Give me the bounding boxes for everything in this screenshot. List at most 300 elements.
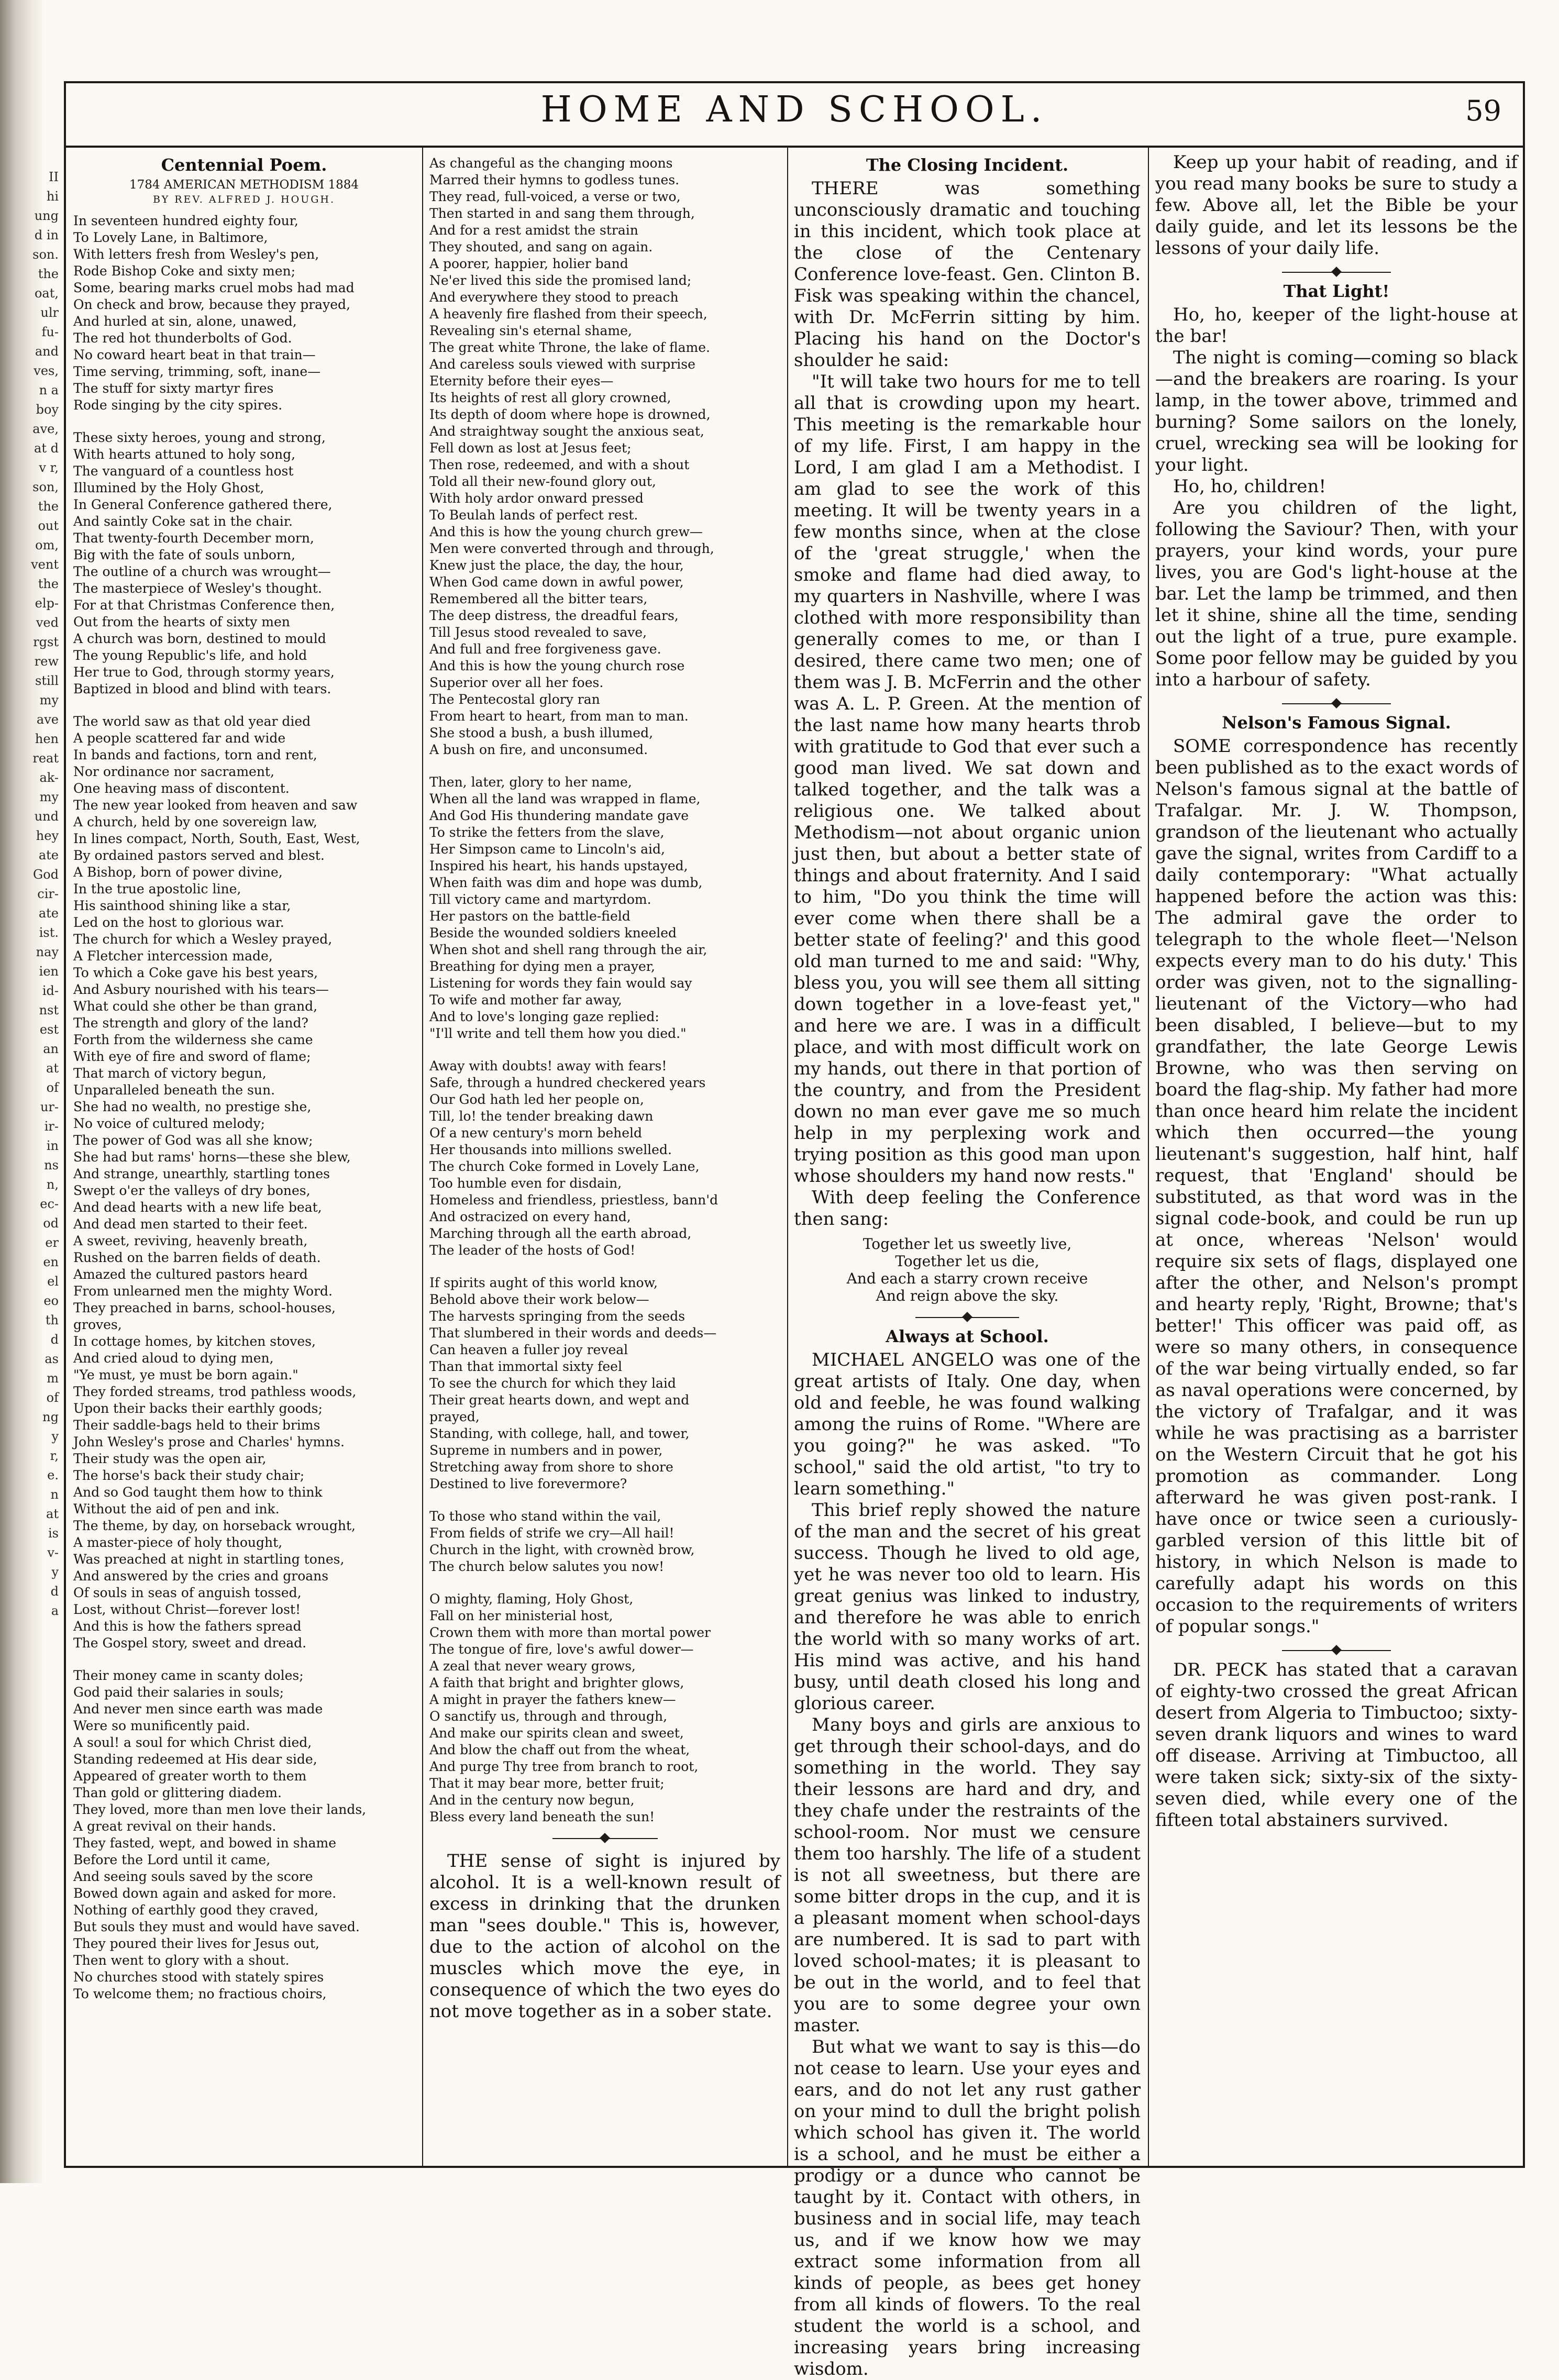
margin-fragment: ak- bbox=[39, 770, 59, 785]
poem-line: Nor ordinance nor sacrament, bbox=[73, 764, 274, 779]
poem-stanza bbox=[429, 155, 780, 758]
margin-fragment: est bbox=[39, 1022, 59, 1037]
poem-line: Listening for words they fain would say bbox=[429, 976, 692, 991]
margin-fragment: ist. bbox=[39, 925, 59, 940]
margin-fragment: at d bbox=[34, 441, 59, 456]
school-paragraph: was one of the great artists of Italy. One day, when old and feeble, he was found walking among the ruins of Rome. "Where are you going?" he was asked. "To school," said the old artist, "to try to learn something." bbox=[794, 1349, 1141, 1499]
poem-line: Homeless and friendless, priestless, bann'd bbox=[429, 1192, 718, 1208]
margin-fragment: my bbox=[39, 693, 59, 707]
poem-line: Swept o'er the valleys of dry bones, bbox=[73, 1183, 311, 1198]
poem-line: She had but rams' horns—these she blew, bbox=[73, 1149, 351, 1165]
poem-line: Was preached at night in startling tones, bbox=[73, 1552, 345, 1567]
poem-line: "Ye must, ye must be born again." bbox=[73, 1367, 298, 1382]
poem-part-two bbox=[429, 155, 780, 1825]
header-rule bbox=[64, 146, 1525, 148]
margin-fragment: out bbox=[38, 518, 59, 533]
margin-fragment: hey bbox=[36, 828, 59, 843]
poem-line: Before the Lord until it came, bbox=[73, 1852, 271, 1867]
poem-line: Rushed on the barren fields of death. bbox=[73, 1250, 321, 1265]
poem-line: The leader of the hosts of God! bbox=[429, 1243, 636, 1258]
poem-line: A faith that bright and brighter glows, bbox=[429, 1675, 684, 1690]
poem-line: Our God hath led her people on, bbox=[429, 1092, 644, 1107]
poem-line: They forded streams, trod pathless woods, bbox=[73, 1384, 357, 1399]
school-paragraph: But what we want to say is this—do not cease to learn. Use your eyes and ears, and do not let any rust gather on your mind to dull the bright polish which school has given it. The world is a school, and he must be either a prodigy or a dunce who cannot be taught by it. Contact with others, in business and in social life, may teach us, and if we know how we may extract some information from all kinds of people, as bees get honey from all kinds of flowers. To the real student the world is a school, and increasing years bring increasing wisdom. bbox=[794, 2036, 1141, 2379]
margin-fragment: ur- bbox=[40, 1100, 59, 1114]
margin-fragment: th bbox=[45, 1313, 59, 1327]
poem-line: Without the aid of pen and ink. bbox=[73, 1501, 280, 1516]
poem-stanza bbox=[73, 429, 415, 698]
poem-line: Bless every land beneath the sun! bbox=[429, 1809, 655, 1824]
margin-fragment: y bbox=[51, 1565, 59, 1579]
poem-line: And full and free forgiveness gave. bbox=[429, 641, 661, 657]
poem-line: God paid their salaries in souls; bbox=[73, 1685, 284, 1700]
poem-line: His sainthood shining like a star, bbox=[73, 898, 291, 913]
poem-line: These sixty heroes, young and strong, bbox=[73, 430, 326, 445]
poem-line: The tongue of fire, love's awful dower— bbox=[429, 1642, 694, 1657]
poem-line: To Beulah lands of perfect rest. bbox=[429, 507, 638, 523]
poem-line: And hurled at sin, alone, unawed, bbox=[73, 314, 297, 329]
hymn-line: And each a starry crown receive bbox=[846, 1270, 1088, 1287]
poem-line: Its depth of doom where hope is drowned, bbox=[429, 407, 711, 422]
poem-line: Their money came in scanty doles; bbox=[73, 1668, 304, 1683]
poem-line: They shouted, and sang on again. bbox=[429, 239, 653, 254]
poem-line: Fell down as lost at Jesus feet; bbox=[429, 440, 632, 456]
poem-line: No churches stood with stately spires bbox=[73, 1969, 324, 1985]
poem-line: No coward heart beat in that train— bbox=[73, 347, 316, 362]
margin-fragment: fu- bbox=[41, 325, 59, 339]
poem-line: The stuff for sixty martyr fires bbox=[73, 381, 274, 396]
poem-line: When shot and shell rang through the air, bbox=[429, 942, 707, 957]
poem-line: Led on the host to glorious war. bbox=[73, 915, 284, 930]
poem-line: When all the land was wrapped in flame, bbox=[429, 791, 701, 806]
hymn-line: And reign above the sky. bbox=[876, 1287, 1059, 1304]
margin-fragment: y bbox=[51, 1429, 59, 1444]
column-two bbox=[424, 152, 786, 2168]
poem-line: The church below salutes you now! bbox=[429, 1559, 665, 1574]
poem-line: Behold above their work below— bbox=[429, 1292, 649, 1307]
section-divider-ornament bbox=[1155, 699, 1518, 709]
poem-line: Unparalleled beneath the sun. bbox=[73, 1082, 275, 1098]
poem-line: Breathing for dying men a prayer, bbox=[429, 959, 655, 974]
poem-line: Away with doubts! away with fears! bbox=[429, 1058, 667, 1073]
margin-fragment: n, bbox=[46, 1177, 59, 1192]
margin-fragment: hi bbox=[46, 189, 59, 204]
poem-line: And in the century now begun, bbox=[429, 1792, 635, 1808]
poem-line: The horse's back their study chair; bbox=[73, 1468, 305, 1483]
dr-peck-article bbox=[1155, 1659, 1518, 1831]
poem-line: And God His thundering mandate gave bbox=[429, 808, 689, 823]
poem-line: The church Coke formed in Lovely Lane, bbox=[429, 1159, 700, 1174]
poem-line: Supreme in numbers and in power, bbox=[429, 1443, 663, 1458]
always-at-school-article bbox=[794, 1349, 1141, 2380]
poem-line: And this is how the young church rose bbox=[429, 658, 685, 673]
poem-line: When God came down in awful power, bbox=[429, 574, 684, 590]
poem-line: Some, bearing marks cruel mobs had mad bbox=[73, 280, 355, 295]
margin-fragment: n bbox=[50, 1487, 59, 1502]
closing-lead: THERE bbox=[812, 178, 879, 199]
poem-line: Her true to God, through stormy years, bbox=[73, 665, 335, 680]
margin-fragment: son, bbox=[32, 480, 59, 494]
margin-fragment: od bbox=[43, 1216, 59, 1231]
poem-line: For at that Christmas Conference then, bbox=[73, 597, 335, 613]
poem-line: Can heaven a fuller joy reveal bbox=[429, 1342, 628, 1357]
poem-line: A Bishop, born of power divine, bbox=[73, 865, 283, 880]
poem-stanza bbox=[429, 1058, 780, 1259]
poem-stanza bbox=[73, 213, 415, 414]
margin-fragment: in bbox=[46, 1138, 59, 1153]
poem-line: When faith was dim and hope was dumb, bbox=[429, 875, 703, 890]
poem-line: Of souls in seas of anguish tossed, bbox=[73, 1585, 302, 1600]
light-paragraph: Ho, ho, children! bbox=[1173, 476, 1326, 497]
margin-fragment: d bbox=[50, 1584, 59, 1599]
poem-stanza bbox=[429, 1591, 780, 1825]
poem-line: With letters fresh from Wesley's pen, bbox=[73, 247, 319, 262]
poem-line: Were so munificently paid. bbox=[73, 1718, 250, 1733]
hymn-line: Together let us sweetly live, bbox=[863, 1235, 1072, 1253]
poem-line: And dead hearts with a new life beat, bbox=[73, 1200, 322, 1215]
poem-line: A zeal that never weary grows, bbox=[429, 1658, 636, 1674]
poem-line: The Pentecostal glory ran bbox=[429, 692, 600, 707]
column-one bbox=[68, 152, 420, 2168]
poem-line: The masterpiece of Wesley's thought. bbox=[73, 581, 322, 596]
poem-line: On check and brow, because they prayed, bbox=[73, 297, 350, 312]
poem-line: A heavenly fire flashed from their speech, bbox=[429, 306, 707, 322]
poem-line: Revealing sin's eternal shame, bbox=[429, 323, 632, 338]
poem-line: To wife and mother far away, bbox=[429, 992, 622, 1008]
poem-line: And careless souls viewed with surprise bbox=[429, 357, 695, 372]
poem-byline: BY REV. ALFRED J. HOUGH. bbox=[152, 194, 335, 205]
poem-line: And everywhere they stood to preach bbox=[429, 290, 679, 305]
closing-hymn-verse bbox=[794, 1235, 1141, 1304]
poem-line: Ne'er lived this side the promised land; bbox=[429, 273, 692, 288]
poem-line: A Fletcher intercession made, bbox=[73, 948, 273, 964]
poem-line: And make our spirits clean and sweet, bbox=[429, 1725, 684, 1741]
margin-fragment: ec- bbox=[40, 1197, 59, 1211]
poem-line: prayed, bbox=[429, 1409, 480, 1424]
poem-line: One heaving mass of discontent. bbox=[73, 781, 290, 796]
poem-part-one bbox=[73, 213, 415, 2002]
poem-line: Upon their backs their earthly goods; bbox=[73, 1401, 323, 1416]
closing-paragraph: was something unconsciously dramatic and touching in this incident, which took place at the close of the Centenary Conference love-feast. Gen. Clinton B. Fisk was speaking within the chancel, with Dr. McFerrin sitting by him. Placing his hand on the Doctor's shoulder he said: bbox=[794, 178, 1141, 371]
poem-line: And strange, unearthly, startling tones bbox=[73, 1166, 330, 1181]
poem-line: groves, bbox=[73, 1317, 122, 1332]
poem-stanza bbox=[429, 1275, 780, 1492]
poem-line: That slumbered in their words and deeds— bbox=[429, 1325, 717, 1341]
margin-fragment: rew bbox=[34, 654, 59, 669]
poem-line: The power of God was all she know; bbox=[73, 1133, 313, 1148]
poem-line: To see the church for which they laid bbox=[429, 1376, 676, 1391]
poem-line: Too humble even for disdain, bbox=[429, 1176, 622, 1191]
poem-line: Than gold or glittering diadem. bbox=[73, 1785, 282, 1800]
margin-fragment: at bbox=[46, 1061, 59, 1076]
poem-line: And for a rest amidst the strain bbox=[429, 223, 638, 238]
section-divider-ornament bbox=[429, 1834, 780, 1843]
hymn-line: Together let us die, bbox=[895, 1253, 1040, 1270]
nelson-lead: SOME bbox=[1173, 736, 1231, 757]
poem-line: Rode singing by the city spires. bbox=[73, 397, 283, 413]
closing-paragraph: "It will take two hours for me to tell all that is crowding upon my heart. This meeting is the remarkable hour of my life. First, I am happy in the Lord, I am glad I am a Methodist. I am glad to see the work of this meeting. It will be twenty years in a few months since, when at the close of the 'great struggle,' when the smoke and flame had died away, to my quarters in Nashville, where I was clothed with more responsibility than generally comes to me, or than I desired, there came two men; one of them was J. B. McFerrin and the other was A. L. P. Green. At the mention of the last name how many hearts throb with gratitude to God that ever such a good man lived. We sat down and talked together, and the talk was a religious one. We talked about Methodism—not about organic union just then, but about a better state of things and about fraternity. And I said to him, "Do you think the time will ever come when there shall be a better state of feeling?' and this good old man turned to me and said: "Why, bless you, you will see them all sitting down together in a love-feast yet," and here we are. I was in a difficult place, and with most difficult work on my hands, out there in that portion of the country, and from the President down no man ever gave me so much help in my perplexing work and trying position as this good man upon whose shoulders my hand now rests." bbox=[794, 371, 1141, 1187]
margin-fragment: ate bbox=[38, 848, 59, 862]
poem-line: The theme, by day, on horseback wrought, bbox=[73, 1518, 356, 1533]
poem-line: Fall on her ministerial host, bbox=[429, 1608, 613, 1623]
peck-body: has stated that a caravan of eighty-two crossed the great African desert from Algeria to Timbuctoo; sixty-seven drank liquors and wines to ward off disease. Arriving at Timbuctoo, all were taken sick; sixty-six of the sixty-seven died, while every one of the fifteen total abstainers survived. bbox=[1155, 1659, 1518, 1831]
margin-fragment: ved bbox=[36, 615, 59, 630]
poem-line: From heart to heart, from man to man. bbox=[429, 709, 689, 724]
margin-fragment: nst bbox=[39, 1003, 59, 1017]
margin-fragment: und bbox=[34, 809, 59, 824]
poem-line: And blow the chaff out from the wheat, bbox=[429, 1742, 690, 1757]
poem-line: The Gospel story, sweet and dread. bbox=[73, 1635, 307, 1651]
margin-fragment: ien bbox=[39, 964, 59, 979]
poem-line: That twenty-fourth December morn, bbox=[73, 530, 314, 546]
poem-line: Their great hearts down, and wept and bbox=[429, 1392, 690, 1408]
margin-fragment: ng bbox=[42, 1410, 59, 1424]
poem-line: That it may bear more, better fruit; bbox=[429, 1776, 665, 1791]
margin-fragment: ave bbox=[36, 712, 59, 727]
poem-line: No voice of cultured melody; bbox=[73, 1116, 266, 1131]
poem-line: Her pastors on the battle-field bbox=[429, 909, 631, 924]
poem-line: And seeing souls saved by the score bbox=[73, 1869, 313, 1884]
margin-fragment: reat bbox=[32, 751, 59, 766]
poem-line: And dead men started to their feet. bbox=[73, 1216, 308, 1232]
poem-line: In the true apostolic line, bbox=[73, 881, 241, 896]
margin-fragment: of bbox=[46, 1080, 59, 1095]
margin-fragment: a bbox=[51, 1603, 59, 1618]
section-divider-ornament bbox=[1155, 1646, 1518, 1655]
poem-line: Marching through all the earth abroad, bbox=[429, 1226, 692, 1241]
poem-line: But souls they must and would have saved. bbox=[73, 1919, 360, 1934]
margin-fragment: boy bbox=[36, 402, 59, 417]
margin-fragment: n a bbox=[39, 383, 59, 397]
peck-lead: DR. PECK bbox=[1173, 1659, 1267, 1680]
poem-line: Stretching away from shore to shore bbox=[429, 1459, 673, 1475]
poem-line: Appeared of greater worth to them bbox=[73, 1768, 307, 1784]
poem-line: Baptized in blood and blind with tears. bbox=[73, 681, 331, 696]
margin-fragment: ung bbox=[34, 208, 59, 223]
poem-line: The deep distress, the dreadful fears, bbox=[429, 608, 679, 623]
margin-fragment: at bbox=[46, 1507, 59, 1521]
poem-line: Of a new century's morn beheld bbox=[429, 1125, 643, 1141]
margin-fragment: v r, bbox=[39, 460, 59, 475]
poem-line: Destined to live forevermore? bbox=[429, 1476, 627, 1491]
poem-line: From fields of strife we cry—All hail! bbox=[429, 1525, 675, 1541]
poem-line: And so God taught them how to think bbox=[73, 1485, 323, 1500]
that-light-article bbox=[1155, 304, 1518, 691]
poem-line: John Wesley's prose and Charles' hymns. bbox=[73, 1434, 345, 1449]
section-divider-ornament bbox=[794, 1313, 1141, 1322]
poem-line: Time serving, trimming, soft, inane— bbox=[73, 364, 321, 379]
margin-fragment: an bbox=[43, 1042, 59, 1056]
previous-page-fragments bbox=[0, 168, 59, 2126]
margin-fragment: ns bbox=[44, 1158, 59, 1172]
margin-fragment: om, bbox=[35, 538, 59, 552]
poem-line: And saintly Coke sat in the chair. bbox=[73, 514, 293, 529]
poem-line: Amazed the cultured pastors heard bbox=[73, 1267, 308, 1282]
poem-line: Safe, through a hundred checkered years bbox=[429, 1075, 706, 1090]
poem-line: The red hot thunderbolts of God. bbox=[73, 330, 292, 346]
poem-line: Eternity before their eyes— bbox=[429, 373, 614, 389]
poem-line: "I'll write and tell them how you died." bbox=[429, 1026, 687, 1041]
poem-line: A master-piece of holy thought, bbox=[73, 1535, 283, 1550]
poem-line: The strength and glory of the land? bbox=[73, 1015, 308, 1031]
column-rule bbox=[787, 148, 788, 2168]
poem-line: A might in prayer the fathers knew— bbox=[429, 1692, 676, 1707]
poem-line: Bowed down again and asked for more. bbox=[73, 1886, 337, 1901]
poem-line: To welcome them; no fractious choirs, bbox=[73, 1986, 327, 2001]
poem-title: Centennial Poem. bbox=[161, 155, 327, 175]
poem-line: They fasted, wept, and bowed in shame bbox=[73, 1835, 337, 1851]
poem-line: And never men since earth was made bbox=[73, 1701, 323, 1717]
margin-fragment: er bbox=[45, 1235, 59, 1250]
school-paragraph: This brief reply showed the nature of the man and the secret of his great success. Though he lived to old age, yet he was never too old to learn. His great genius was linked to industry, and therefore he was able to enrich the world with so many works of art. His mind was active, and his hand busy, until death closed his long and glorious career. bbox=[794, 1500, 1141, 1714]
poem-line: Their study was the open air, bbox=[73, 1451, 267, 1466]
margin-fragment: ate bbox=[38, 906, 59, 921]
light-paragraph: Ho, ho, keeper of the light-house at the bar! bbox=[1155, 304, 1518, 347]
poem-line: O mighty, flaming, Holy Ghost, bbox=[429, 1591, 634, 1607]
margin-fragment: d in bbox=[34, 228, 59, 242]
poem-line: They poured their lives for Jesus out, bbox=[73, 1936, 319, 1951]
poem-line: Their saddle-bags held to their brims bbox=[73, 1418, 320, 1433]
poem-line: The vanguard of a countless host bbox=[73, 463, 294, 479]
poem-line: From unlearned men the mighty Word. bbox=[73, 1283, 333, 1299]
margin-fragment: e. bbox=[47, 1468, 59, 1482]
light-paragraph: The night is coming—coming so black—and the breakers are roaring. Is your lamp, in the tower above, trimmed and burning? Some sailors on the lonely, cruel, wrecking sea will be looking for your light. bbox=[1155, 347, 1518, 475]
school-paragraph: Many boys and girls are anxious to get through their school-days, and do something in the world. They say their lessons are hard and dry, and they chafe under the restraints of the school-room. Nor must we censure them too harshly. The life of a student is not all sweetness, but there are some bitter drops in the cup, and it is a pleasant moment when school-days are numbered. It is sad to part with loved school-mates; it is pleasant to be out in the world, and to feel that you are to some degree your own master. bbox=[794, 1714, 1141, 2036]
poem-line: Big with the fate of souls unborn, bbox=[73, 547, 295, 562]
poem-line: Beside the wounded soldiers kneeled bbox=[429, 925, 677, 940]
poem-line: And ostracized on every hand, bbox=[429, 1209, 631, 1224]
margin-fragment: v- bbox=[47, 1545, 59, 1560]
poem-line: They preached in barns, school-houses, bbox=[73, 1300, 336, 1315]
poem-line: A poorer, happier, holier band bbox=[429, 256, 628, 271]
margin-fragment: still bbox=[35, 673, 59, 688]
sight-lead: THE bbox=[447, 1851, 488, 1872]
poem-line: And to love's longing gaze replied: bbox=[429, 1009, 659, 1024]
closing-incident-title: The Closing Incident. bbox=[866, 155, 1069, 175]
poem-line: A people scattered far and wide bbox=[73, 730, 286, 746]
poem-line: Then, later, glory to her name, bbox=[429, 774, 632, 790]
margin-fragment: God bbox=[33, 867, 59, 882]
poem-line: A great revival on their hands. bbox=[73, 1819, 277, 1834]
margin-fragment: and bbox=[35, 344, 59, 359]
poem-line: The church for which a Wesley prayed, bbox=[73, 932, 333, 947]
margin-fragment: eo bbox=[43, 1293, 59, 1308]
margin-fragment: II bbox=[49, 170, 59, 184]
poem-stanza bbox=[429, 1508, 780, 1575]
school-lead: MICHAEL ANGELO bbox=[812, 1349, 994, 1370]
poem-line: In cottage homes, by kitchen stoves, bbox=[73, 1334, 316, 1349]
poem-line: As changeful as the changing moons bbox=[429, 156, 673, 171]
poem-line: And cried aloud to dying men, bbox=[73, 1350, 274, 1366]
poem-line: Knew just the place, the day, the hour, bbox=[429, 558, 684, 573]
nelson-signal-title: Nelson's Famous Signal. bbox=[1222, 713, 1451, 733]
poem-line: Her Simpson came to Lincoln's aid, bbox=[429, 842, 665, 857]
margin-fragment: id- bbox=[42, 983, 59, 998]
margin-fragment: ave, bbox=[32, 422, 59, 436]
masthead-title: HOME AND SCHOOL. bbox=[540, 89, 1048, 130]
margin-fragment: m bbox=[47, 1371, 59, 1386]
poem-line: The great white Throne, the lake of flame. bbox=[429, 340, 710, 355]
margin-fragment: is bbox=[48, 1526, 59, 1541]
margin-fragment: cir- bbox=[37, 887, 59, 901]
poem-line: A church, held by one sovereign law, bbox=[73, 814, 317, 829]
margin-fragment: vent bbox=[31, 557, 59, 572]
poem-line: Till Jesus stood revealed to save, bbox=[429, 625, 647, 640]
poem-subtitle: 1784 AMERICAN METHODISM 1884 bbox=[129, 178, 359, 192]
poem-line: In lines compact, North, South, East, West, bbox=[73, 831, 360, 846]
margin-fragment: en bbox=[43, 1255, 59, 1269]
school-paragraph: Keep up your habit of reading, and if you read many books be sure to study a few. Above all, let the Bible be your daily guide, and let its lessons be the lessons of your daily life. bbox=[1155, 152, 1518, 259]
that-light-title: That Light! bbox=[1283, 281, 1390, 301]
nelson-signal-article bbox=[1155, 736, 1518, 1637]
poem-line: And straightway sought the anxious seat, bbox=[429, 424, 704, 439]
closing-paragraph: With deep feeling the Conference then sang: bbox=[794, 1187, 1141, 1230]
poem-line: In bands and factions, torn and rent, bbox=[73, 747, 317, 762]
nelson-body: correspondence has recently been published as to the exact words of Nelson's famous signal at the battle of Trafalgar. Mr. J. W. Thompson, grandson of the lieutenant who actually gave the signal, writes from Cardiff to a daily contemporary: "What actually happened before the action was this: The admiral gave the order to telegraph to the whole fleet—'Nelson expects every man to do his duty.' This order was given, not to the signalling-lieutenant of the Victory—who had been disabled, I believe—but to my grandfather, the late George Lewis Browne, who was then serving on board the flag-ship. My father had more than once heard him relate the incident which then occurred—the young lieutenant's suggestion, half hint, half request, that 'England' should be substituted, as that word was in the signal code-book, and could be run up at once, whereas 'Nelson' would require six sets of flags, displayed one after the other, and Nelson's prompt and hearty reply, 'Right, Browne; that's better!' This officer was paid off, as were so many others, in consequence of the war being virtually ended, so far as naval operations were concerned, by the victory of Trafalgar, and it was while he was practising as a barrister on the Western Circuit that he got his promotion as commander. Long afterward he was given post-rank. I have once or twice seen a curiously-garbled version of this little bit of history, in which Nelson is made to carefully adapt his words on this occasion to the requirements of writers of popular songs." bbox=[1155, 736, 1518, 1637]
margin-fragment: the bbox=[38, 577, 59, 591]
poem-line: Told all their new-found glory out, bbox=[429, 474, 656, 489]
poem-line: Out from the hearts of sixty men bbox=[73, 614, 290, 629]
poem-line: Church in the light, with crownèd brow, bbox=[429, 1542, 695, 1557]
poem-line: To strike the fetters from the slave, bbox=[429, 825, 665, 840]
poem-line: What could she other be than grand, bbox=[73, 999, 318, 1014]
poem-line: With eye of fire and sword of flame; bbox=[73, 1049, 311, 1064]
margin-fragment: ves, bbox=[34, 363, 59, 378]
poem-line: Than that immortal sixty feel bbox=[429, 1359, 622, 1374]
closing-incident-article bbox=[794, 178, 1141, 1230]
margin-fragment: el bbox=[47, 1274, 59, 1289]
poem-line: Forth from the wilderness she came bbox=[73, 1032, 313, 1047]
margin-fragment: rgst bbox=[33, 635, 59, 649]
poem-line: Till, lo! the tender breaking dawn bbox=[429, 1109, 654, 1124]
margin-fragment: ir- bbox=[44, 1119, 59, 1134]
poem-line: Then rose, redeemed, and with a shout bbox=[429, 457, 690, 472]
margin-fragment: hen bbox=[35, 732, 59, 746]
margin-fragment: d bbox=[50, 1332, 59, 1347]
poem-line: Then started in and sang them through, bbox=[429, 206, 695, 221]
page-number: 59 bbox=[1465, 94, 1501, 127]
poem-line: Till victory came and martyrdom. bbox=[429, 892, 651, 907]
margin-fragment: as bbox=[45, 1352, 59, 1366]
poem-line: Nothing of earthly good they craved, bbox=[73, 1902, 319, 1918]
poem-line: The outline of a church was wrought— bbox=[73, 564, 331, 579]
poem-stanza bbox=[73, 713, 415, 1652]
poem-line: And answered by the cries and groans bbox=[73, 1568, 329, 1584]
margin-fragment: ulr bbox=[40, 305, 59, 320]
poem-line: She had no wealth, no prestige she, bbox=[73, 1099, 312, 1114]
poem-stanza bbox=[429, 774, 780, 1042]
poem-line: Illumined by the Holy Ghost, bbox=[73, 480, 264, 495]
poem-line: In seventeen hundred eighty four, bbox=[73, 213, 298, 228]
column-rule bbox=[422, 148, 423, 2168]
column-four bbox=[1150, 152, 1523, 2168]
poem-line: If spirits aught of this world know, bbox=[429, 1275, 658, 1290]
poem-line: Men were converted through and through, bbox=[429, 541, 714, 556]
poem-line: By ordained pastors served and blest. bbox=[73, 848, 325, 863]
margin-fragment: the bbox=[38, 499, 59, 514]
poem-line: A bush on fire, and unconsumed. bbox=[429, 742, 648, 757]
poem-line: And purge Thy tree from branch to root, bbox=[429, 1759, 699, 1774]
poem-line: They read, full-voiced, a verse or two, bbox=[429, 189, 681, 204]
sight-article bbox=[429, 1851, 780, 2022]
poem-line: To those who stand within the vail, bbox=[429, 1509, 661, 1524]
poem-line: And this is how the fathers spread bbox=[73, 1619, 302, 1634]
poem-line: With holy ardor onward pressed bbox=[429, 491, 644, 506]
poem-line: Crown them with more than mortal power bbox=[429, 1625, 711, 1640]
poem-line: She stood a bush, a bush illumed, bbox=[429, 725, 654, 740]
margin-fragment: my bbox=[39, 790, 59, 804]
poem-line: With hearts attuned to holy song, bbox=[73, 447, 296, 462]
